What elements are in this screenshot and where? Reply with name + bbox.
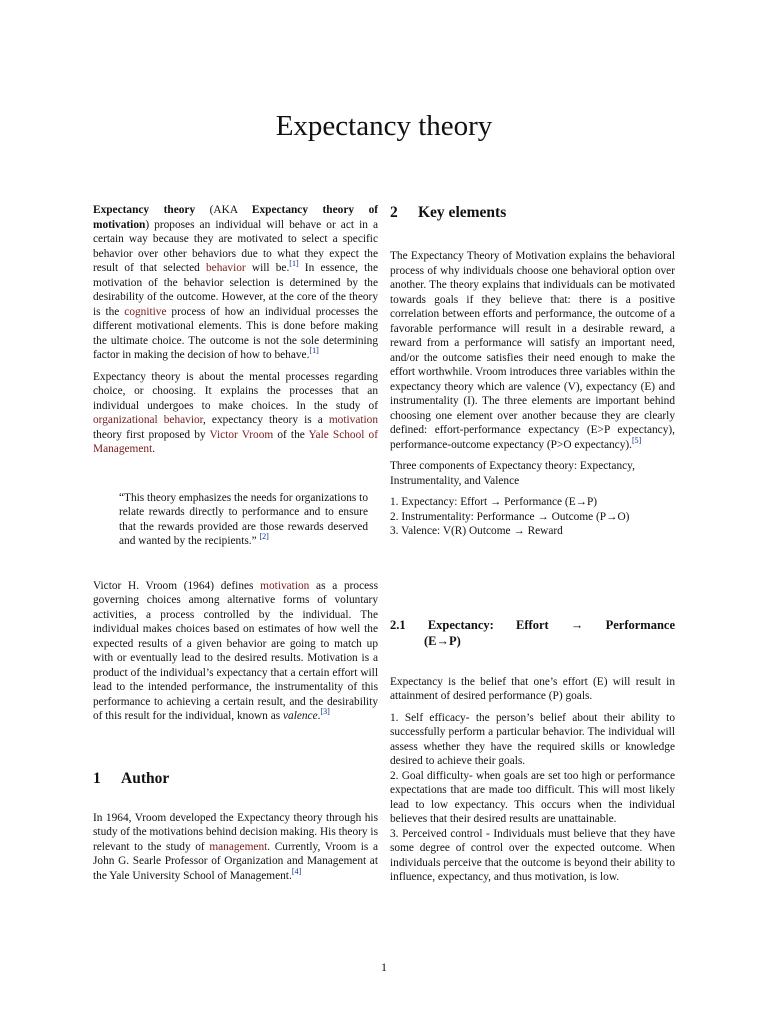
page-number: 1 — [381, 960, 387, 974]
text-run: In essence, the motivation of the behavior selection is determined by the desirability of the outcome. However, at the core of the theory is the — [93, 262, 378, 318]
text-run: as a process governing choices among alternative forms of voluntary activities, a process controlled by the individual. The individual makes choices based on estimates of how well the expected results of a given behavior are going to match up with or eventually lead to the desired results. Motivation is a product of the individual’s expectancy that a certain effort will lead to the intended performance, the instrumentality of this performance to achieving a certain result, and the desirability of this result for the individual, known as — [93, 579, 378, 722]
text-run: theory first proposed by — [93, 428, 210, 441]
section-heading-author — [93, 769, 378, 789]
text-run: . — [317, 710, 321, 722]
left-column — [93, 203, 378, 890]
link-motivation[interactable]: motivation — [328, 414, 378, 426]
text-run: . Currently, Vroom is a John G. Searle Professor of Organization and Management at the Yale University School of Management. — [93, 840, 378, 882]
vroom-paragraph — [93, 579, 378, 724]
section-label: Author — [121, 769, 170, 787]
heading-word: Expectancy: — [427, 617, 494, 632]
component-item: 3. Valence: V(R) Outcome → Reward — [390, 525, 563, 537]
text-run: ) proposes an individual will behave or act in a certain way because they are motivated to select a specific behavior over other behaviors due to what they expect the result of that selected — [93, 218, 378, 274]
text-run: , expectancy theory is a — [203, 414, 329, 426]
text-run: Expectancy theory is about the mental processes regarding choice, or choosing. It explains the processes that an individual undergoes to make choices. In the study of — [93, 370, 378, 412]
link-behavior[interactable]: behavior — [206, 262, 246, 274]
link-cognitive[interactable]: cognitive — [124, 305, 167, 318]
quote-text: “This theory emphasizes the needs for organizations to relate rewards directly to performance and to ensure that the rewards provided are those rewards deserved and wanted by the recipients.” — [119, 491, 368, 547]
components-list — [390, 495, 675, 539]
link-yale-school[interactable]: Yale School of Management — [93, 428, 378, 455]
link-organizational-behavior[interactable]: organizational behavior — [93, 414, 203, 426]
citation-link[interactable]: [1] — [289, 259, 299, 269]
heading-word: Effort — [516, 617, 549, 632]
heading-word: (E→P) — [424, 633, 461, 648]
choice-paragraph — [93, 370, 378, 457]
subsection-heading-line — [390, 633, 675, 649]
section-number: 2 — [390, 204, 398, 221]
text-run: (AKA — [195, 204, 252, 216]
text-run: . — [152, 443, 156, 455]
components-intro: Three components of Expectancy theory: Expectancy, Instrumentality, and Valence — [390, 460, 635, 487]
author-paragraph — [93, 811, 378, 884]
term-bold: Expectancy theory — [93, 204, 196, 216]
text-run: In 1964, Vroom developed the Expectancy theory through his study of the motivations behind decision making. His theory is relevant to the study of — [93, 811, 378, 853]
factor-item: 3. Perceived control - Individuals must believe that they have some degree of control over the expected outcome. When individuals perceive that the outcome is beyond their ability to influence, expectancy, and thus motivation, is low. — [390, 827, 675, 883]
citation-link[interactable]: [5] — [631, 435, 642, 445]
component-item: 2. Instrumentality: Performance → Outcome (P→O) — [390, 510, 630, 523]
link-motivation[interactable]: motivation — [260, 579, 310, 592]
link-management[interactable]: management — [209, 840, 268, 853]
block-quote — [119, 491, 368, 549]
text-run: The Expectancy Theory of Motivation explains the behavioral process of why individuals choose one behavioral option over another. The theory explains that individuals can be motivated towards goals if they believe that: there is a positive correlation between efforts and performance, the outcome of a favorable performance will result in a desirable reward, a reward from a performance will satisfy an important need, and/or the outcome satisfies their need enough to make the effort worthwhile. Vroom introduces three variables within the expectancy theory which are valence (V), expectancy (E) and instrumentality (I). The three elements are important behind choosing one element over another because they are clearly defined: effort-performance expectancy (E>P expectancy), performance-outcome expectancy (P>O expectancy). — [390, 250, 675, 451]
citation-link[interactable]: [1] — [309, 346, 319, 356]
section-label: Key elements — [418, 204, 507, 221]
factor-item: 1. Self efficacy- the person’s belief about their ability to successfully perform a particular behavior. The individual will assess whether they have the required skills or knowledge desired to achieve their goals. — [390, 711, 675, 767]
subsection-number: 2.1 — [390, 617, 406, 632]
key-elements-paragraph — [390, 249, 675, 452]
text-run: of the — [273, 428, 309, 441]
expectancy-paragraph: Expectancy is the belief that one’s effort (E) will result in attainment of desired performance (P) goals. — [390, 675, 675, 702]
arrow-glyph: → — [570, 617, 584, 632]
text-run: will be. — [245, 262, 290, 274]
link-victor-vroom[interactable]: Victor Vroom — [209, 428, 274, 441]
page-title: Expectancy theory — [275, 110, 493, 142]
term-italic: valence — [282, 710, 318, 722]
text-run: Victor H. Vroom (1964) defines — [93, 579, 261, 592]
heading-word: Performance — [605, 617, 675, 632]
citation-link[interactable]: [2] — [259, 532, 269, 542]
subsection-heading-line — [390, 617, 675, 633]
text-run: process of how an individual processes the different motivational elements. This is done before making the ultimate choice. The outcome is not the sole determining factor in making the decision of how to behave. — [93, 305, 378, 361]
factor-item: 2. Goal difficulty- when goals are set too high or performance expectations that are made too difficult. This will most likely lead to low expectancy. This occurs when the individual believes that their desired results are unattainable. — [390, 769, 675, 825]
intro-paragraph — [93, 203, 378, 363]
subsection-heading-expectancy — [390, 617, 675, 649]
section-number: 1 — [93, 769, 101, 787]
right-column — [390, 203, 675, 885]
component-item: 1. Expectancy: Effort → Performance (E→P) — [390, 496, 598, 508]
citation-link[interactable]: [4] — [291, 866, 302, 876]
section-heading-key-elements — [390, 203, 675, 223]
term-bold: Expectancy theory of motivation — [93, 204, 379, 231]
citation-link[interactable]: [3] — [320, 707, 330, 717]
